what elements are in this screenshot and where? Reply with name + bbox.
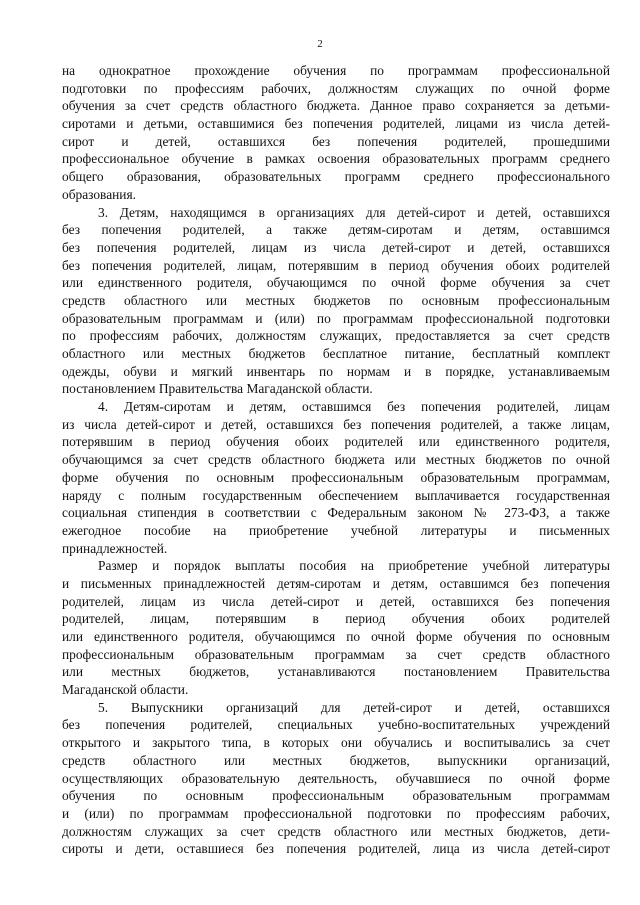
paragraph bbox=[62, 62, 610, 204]
text-line: сирот и детей, оставшихся без попечения родителей, прошедшими bbox=[62, 133, 610, 149]
text-line: без попечения родителей, специальных учебно-воспитательных учреждений bbox=[62, 717, 610, 733]
text-line: социальная стипендия в соответствии с Федеральным законом № 273-ФЗ, а также bbox=[62, 505, 610, 521]
text-line: по профессиям рабочих, должностям служащих, предоставляется за счет средств bbox=[62, 328, 610, 344]
text-line: потерявшим в период обучения обоих родителей или единственного родителя, bbox=[62, 434, 610, 450]
text-line: образования. bbox=[62, 186, 136, 202]
text-line: открытого и закрытого типа, в которых они обучались и воспитывались за счет bbox=[62, 735, 610, 751]
text-line: обучения за счет средств областного бюджета. Данное право сохраняется за детьми- bbox=[62, 98, 610, 114]
text-line: на однократное прохождение обучения по программам профессиональной bbox=[62, 63, 610, 78]
page-number: 2 bbox=[317, 38, 323, 50]
text-line: осуществляющих образовательную деятельность, обучавшиеся по очной форме bbox=[62, 770, 610, 786]
text-line: без попечения родителей, а также детям-сиротам и детям, оставшимся bbox=[62, 222, 610, 238]
text-line: средств областного или местных бюджетов по основным профессиональным bbox=[62, 292, 610, 308]
text-line: 4. Детям-сиротам и детям, оставшимся без попечения родителей, лицам bbox=[98, 399, 610, 415]
text-line: обучающимся за счет средств областного бюджета или местных бюджетов по очной bbox=[62, 452, 610, 468]
text-line: 3. Детям, находящимся в организациях для детей-сирот и детей, оставшихся bbox=[98, 204, 610, 220]
text-line: ежегодное пособие на приобретение учебной литературы и письменных bbox=[62, 522, 610, 538]
text-line: родителей, лицам, потерявшим в период обучения обоих родителей bbox=[62, 611, 610, 627]
text-line: или единственного родителя, обучающимся по очной форме обучения по основным bbox=[62, 629, 610, 644]
text-line: без попечения родителей, лицам из числа детей-сирот и детей, оставшихся bbox=[62, 239, 610, 255]
paragraph bbox=[62, 699, 610, 858]
text-line: Размер и порядок выплаты пособия на приобретение учебной литературы bbox=[98, 558, 610, 574]
text-line: и (или) по программам профессиональной подготовки по профессиям рабочих, bbox=[62, 805, 610, 821]
text-line: принадлежностей. bbox=[62, 540, 168, 556]
paragraph bbox=[62, 204, 610, 399]
text-line: общего образования, образовательных программ среднего профессионального bbox=[62, 169, 610, 185]
text-line: наряду с полным государственным обеспечением выплачивается государственная bbox=[62, 487, 610, 503]
text-line: профессиональное обучение в рамках освоения образовательных программ среднего bbox=[62, 151, 610, 167]
text-line: одежды, обуви и мягкий инвентарь по нормам и в порядке, устанавливаемым bbox=[62, 363, 610, 379]
text-line: должностям служащих за счет средств областного или местных бюджетов, дети- bbox=[62, 823, 610, 839]
text-line: или единственного родителя, обучающимся по очной форме обучения за счет bbox=[62, 275, 610, 291]
text-line: из числа детей-сирот и детей, оставшихся без попечения родителей, а также лицам, bbox=[62, 416, 610, 432]
text-line: профессиональным образовательным программам за счет средств областного bbox=[62, 646, 610, 662]
text-line: сиротами и детьми, оставшимися без попечения родителей, лицами из числа детей- bbox=[62, 116, 610, 132]
text-line: или местных бюджетов, устанавливаются постановлением Правительства bbox=[62, 664, 610, 680]
text-line: и письменных принадлежностей детям-сиротам и детям, оставшимся без попечения bbox=[62, 575, 610, 591]
paragraph bbox=[62, 557, 610, 699]
text-line: подготовки по профессиям рабочих, должностям служащих по очной форме bbox=[62, 80, 610, 96]
text-line: областного или местных бюджетов бесплатное питание, бесплатный комплект bbox=[62, 346, 610, 361]
text-line: Магаданской области. bbox=[62, 682, 189, 698]
text-line: родителей, лицам из числа детей-сирот и детей, оставшихся без попечения bbox=[62, 593, 610, 609]
document-body bbox=[62, 62, 610, 858]
text-line: образовательным программам и (или) по программам профессиональной подготовки bbox=[62, 310, 610, 326]
text-line: постановлением Правительства Магаданской области. bbox=[62, 381, 373, 397]
text-line: без попечения родителей, лицам, потерявшим в период обучения обоих родителей bbox=[62, 257, 610, 273]
text-line: сироты и дети, оставшиеся без попечения родителей, лица из числа детей-сирот bbox=[62, 841, 610, 857]
text-line: средств областного или местных бюджетов, выпускники организаций, bbox=[62, 752, 610, 768]
text-line: 5. Выпускники организаций для детей-сирот и детей, оставшихся bbox=[98, 699, 610, 715]
text-line: форме обучения по основным профессиональным образовательным программам, bbox=[62, 469, 610, 485]
text-line: обучения по основным профессиональным образовательным программам bbox=[62, 788, 610, 804]
paragraph bbox=[62, 398, 610, 557]
